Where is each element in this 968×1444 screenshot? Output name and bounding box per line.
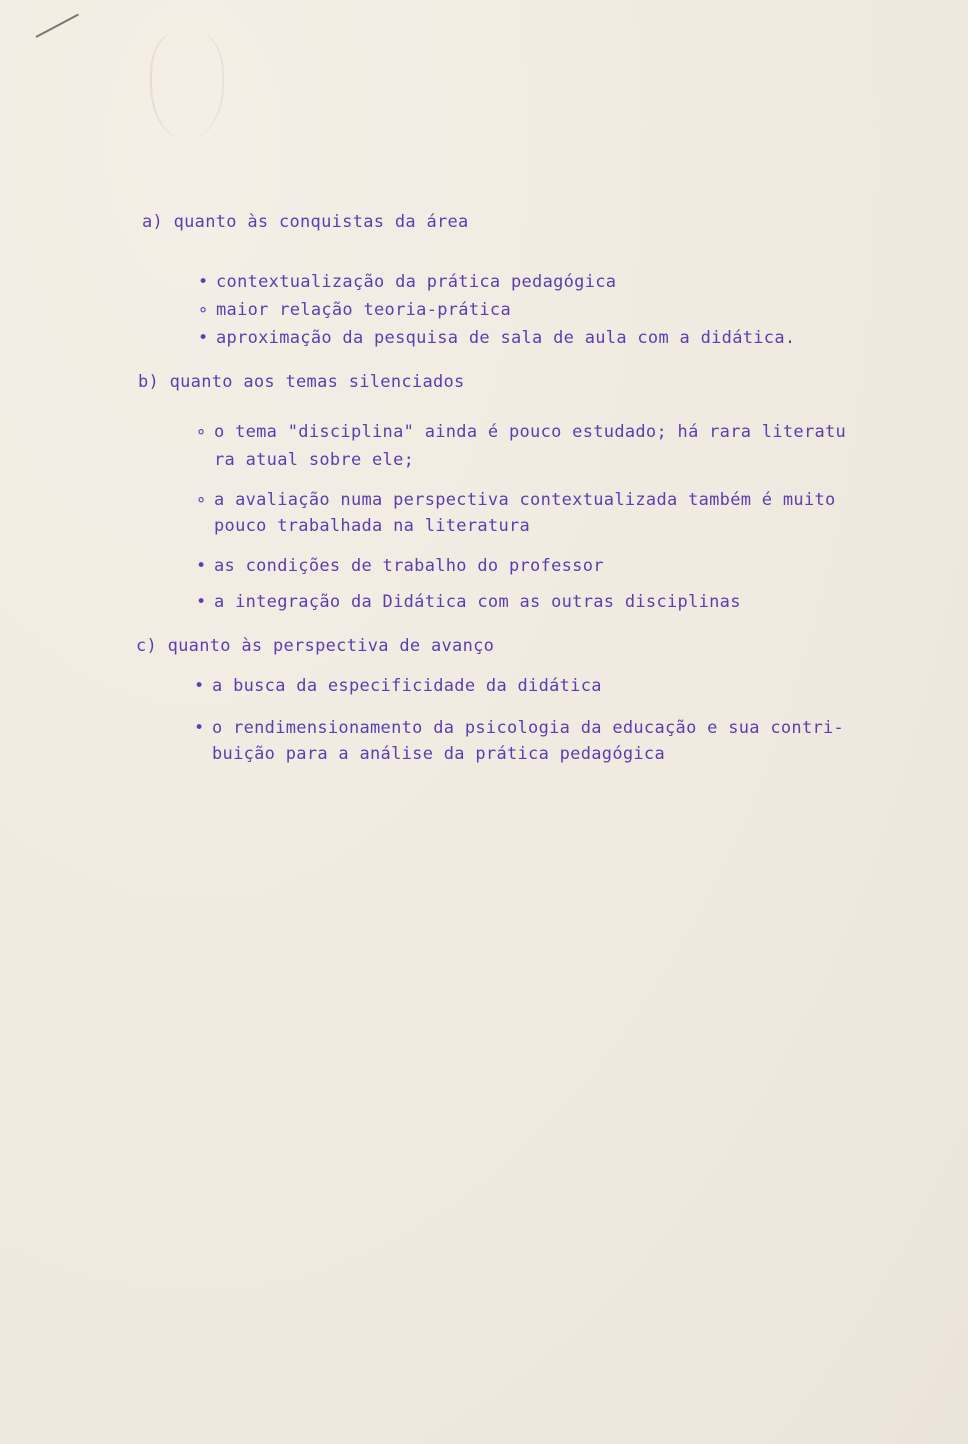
list-item	[198, 328, 795, 348]
list-item-continuation: buição para a análise da prática pedagógica	[212, 744, 665, 764]
list-item	[196, 490, 836, 510]
bullet-icon: •	[196, 592, 207, 612]
bullet-icon: •	[194, 718, 205, 738]
list-item-text: as condições de trabalho do professor	[214, 556, 604, 576]
section-a-heading: a) quanto às conquistas da área	[142, 212, 469, 232]
bullet-icon: •	[198, 272, 209, 292]
list-item-text: a integração da Didática com as outras disciplinas	[214, 592, 741, 612]
list-item	[198, 300, 511, 320]
bullet-icon: •	[198, 328, 209, 348]
pen-mark	[36, 14, 79, 38]
list-item-continuation: pouco trabalhada na literatura	[214, 516, 531, 536]
list-item-text: a busca da especificidade da didática	[212, 676, 602, 696]
bullet-icon: ∘	[196, 490, 207, 510]
section-b-heading: b) quanto aos temas silenciados	[138, 372, 465, 392]
list-item	[196, 556, 604, 576]
list-item-continuation: ra atual sobre ele;	[214, 450, 415, 470]
bullet-icon: ∘	[198, 300, 209, 320]
list-item	[194, 718, 844, 738]
list-item-text: a avaliação numa perspectiva contextualizada também é muito	[214, 490, 836, 510]
section-c-heading: c) quanto às perspectiva de avanço	[136, 636, 495, 656]
list-item-text: aproximação da pesquisa de sala de aula com a didática.	[216, 328, 796, 348]
list-item	[194, 676, 602, 696]
bullet-icon: •	[196, 556, 207, 576]
list-item	[196, 422, 846, 442]
list-item	[196, 592, 741, 612]
bullet-icon: ∘	[196, 422, 207, 442]
list-item-text: o rendimensionamento da psicologia da educação e sua contri-	[212, 718, 845, 738]
bullet-icon: •	[194, 676, 205, 696]
list-item	[198, 272, 616, 292]
list-item-text: maior relação teoria-prática	[216, 300, 511, 320]
water-stain	[150, 30, 224, 140]
list-item-text: contextualização da prática pedagógica	[216, 272, 617, 292]
list-item-text: o tema "disciplina" ainda é pouco estudado; há rara literatu	[214, 422, 847, 442]
